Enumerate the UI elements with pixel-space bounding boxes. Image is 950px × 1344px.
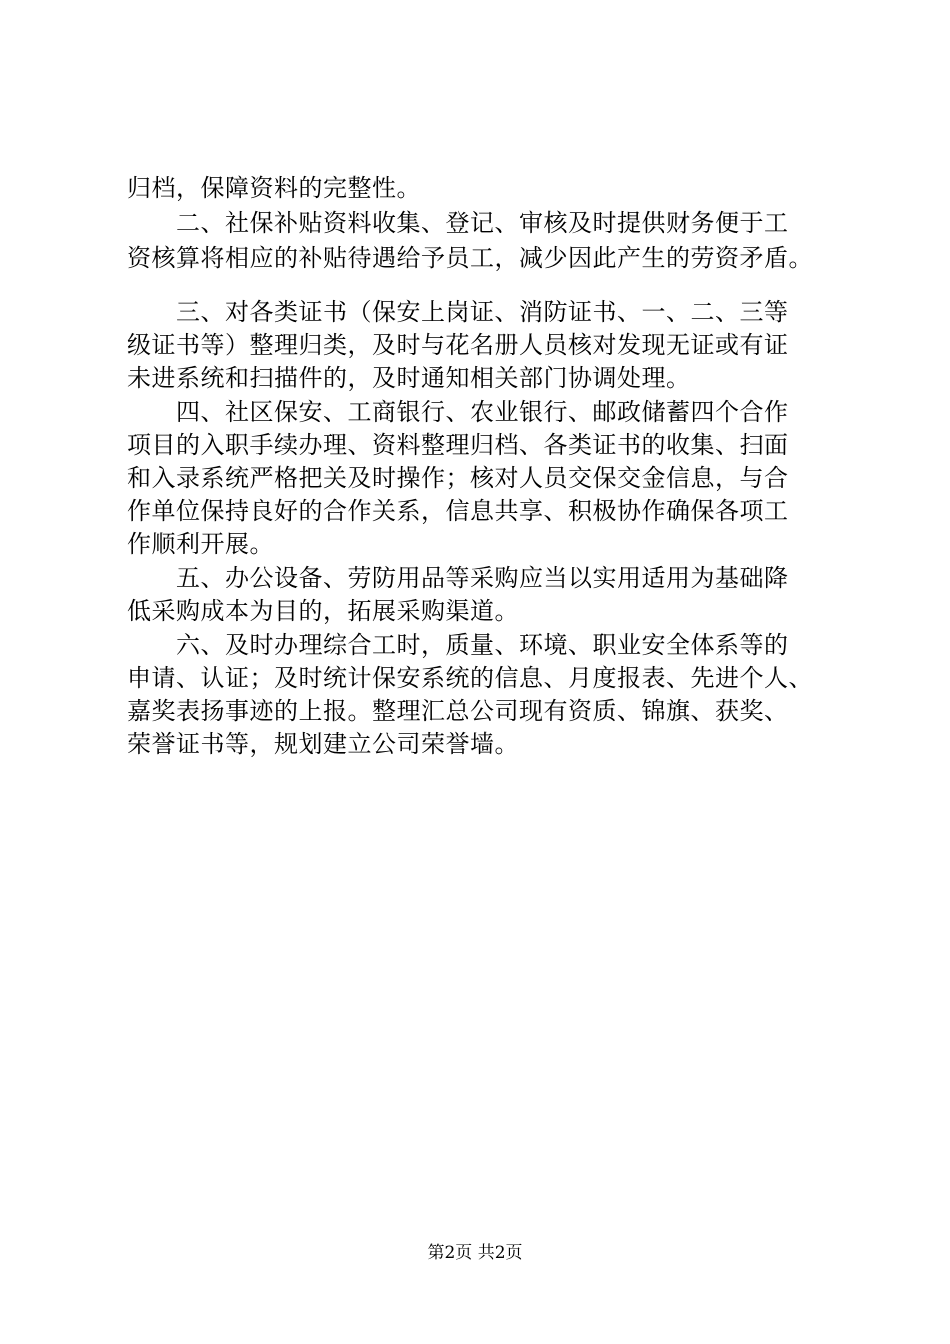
body-text-line: 未进系统和扫描件的，及时通知相关部门协调处理。	[127, 364, 691, 392]
body-text-line: 级证书等）整理归类，及时与花名册人员核对发现无证或有证	[127, 331, 789, 359]
body-text-line: 归档，保障资料的完整性。	[127, 174, 421, 202]
body-text-line: 二、社保补贴资料收集、登记、审核及时提供财务便于工	[127, 209, 789, 237]
body-text-line: 作单位保持良好的合作关系，信息共享、积极协作确保各项工	[127, 497, 789, 525]
body-text-line: 三、对各类证书（保安上岗证、消防证书、一、二、三等	[127, 298, 789, 326]
body-text-line: 项目的入职手续办理、资料整理归档、各类证书的收集、扫面	[127, 431, 789, 459]
body-text-line: 资核算将相应的补贴待遇给予员工，减少因此产生的劳资矛盾。	[127, 244, 813, 272]
body-text-line: 六、及时办理综合工时，质量、环境、职业安全体系等的	[127, 631, 789, 659]
body-text-line: 四、社区保安、工商银行、农业银行、邮政储蓄四个合作	[127, 398, 789, 426]
body-text-line: 低采购成本为目的，拓展采购渠道。	[127, 597, 519, 625]
body-text-line: 荣誉证书等，规划建立公司荣誉墙。	[127, 730, 519, 758]
body-text-line: 五、办公设备、劳防用品等采购应当以实用适用为基础降	[127, 564, 789, 592]
body-text-line: 申请、认证；及时统计保安系统的信息、月度报表、先进个人、	[127, 664, 813, 692]
body-text-line: 和入录系统严格把关及时操作；核对人员交保交金信息，与合	[127, 464, 789, 492]
page-number-footer: 第2页 共2页	[427, 1243, 523, 1263]
body-text-line: 嘉奖表扬事迹的上报。整理汇总公司现有资质、锦旗、获奖、	[127, 697, 789, 725]
body-text-line: 作顺利开展。	[127, 530, 274, 558]
